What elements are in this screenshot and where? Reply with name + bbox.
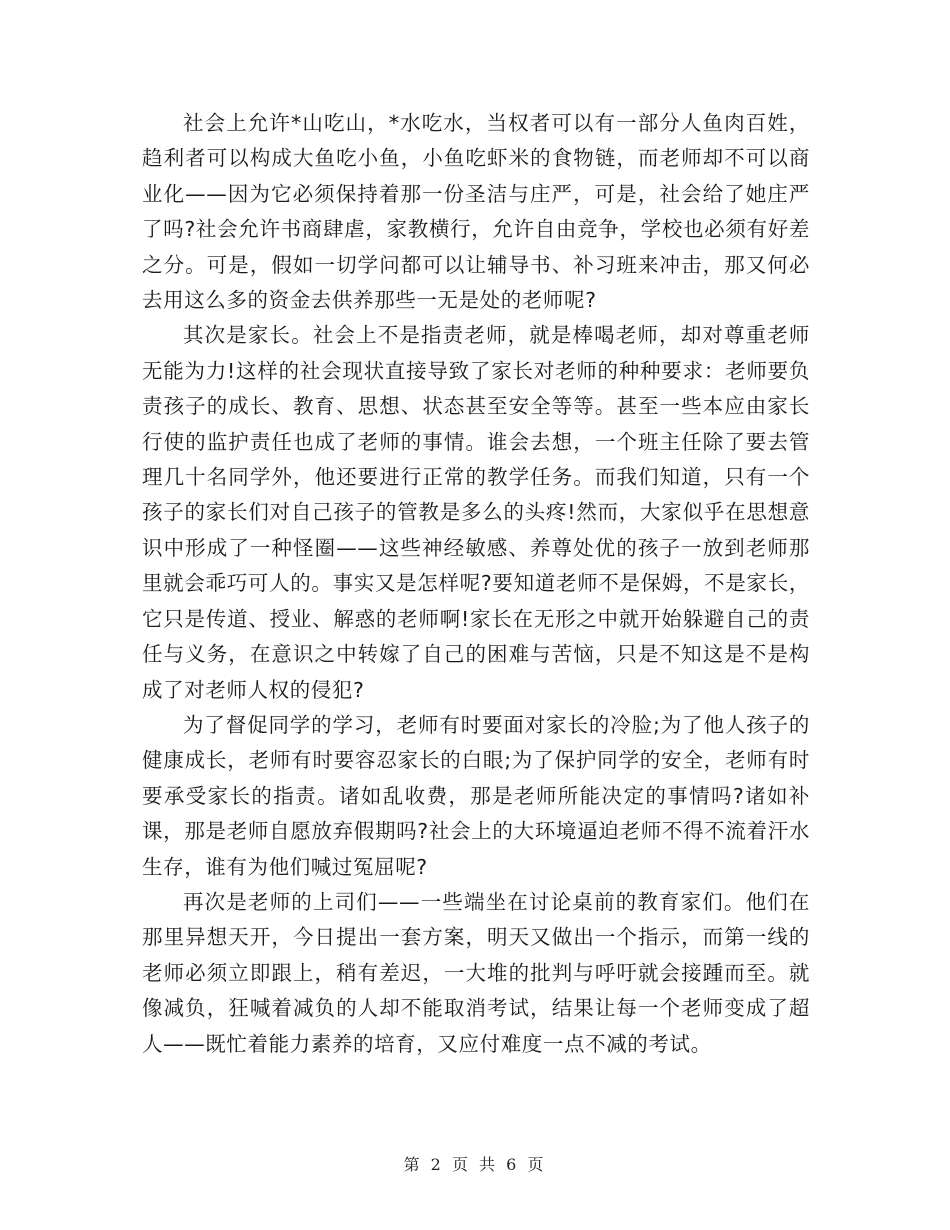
page-number-label: 第 2 页 共 6 页 (403, 1155, 547, 1174)
document-body (142, 106, 810, 1062)
page-footer (0, 1152, 950, 1175)
paragraph: 其次是家长。社会上不是指责老师，就是棒喝老师，却对尊重老师无能为力!这样的社会现状直接导致了家长对老师的种种要求：老师要负责孩子的成长、教育、思想、状态甚至安全等等。甚至一些本应由家长行使的监护责任也成了老师的事情。谁会去想，一个班主任除了要去管理几十名同学外，他还要进行正常的教学任务。而我们知道，只有一个孩子的家长们对自己孩子的管教是多么的头疼!然而，大家似乎在思想意识中形成了一种怪圈——这些神经敏感、养尊处优的孩子一放到老师那里就会乖巧可人的。事实又是怎样呢?要知道老师不是保姆，不是家长，它只是传道、授业、解惑的老师啊!家长在无形之中就开始躲避自己的责任与义务，在意识之中转嫁了自己的困难与苦恼，只是不知这是不是构成了对老师人权的侵犯? (142, 323, 810, 702)
paragraph: 社会上允许*山吃山，*水吃水，当权者可以有一部分人鱼肉百姓，趋利者可以构成大鱼吃小鱼，小鱼吃虾米的食物链，而老师却不可以商业化——因为它必须保持着那一份圣洁与庄严，可是，社会给了她庄严了吗?社会允许书商肆虐，家教横行，允许自由竞争，学校也必须有好差之分。可是，假如一切学问都可以让辅导书、补习班来冲击，那又何必去用这么多的资金去供养那些一无是处的老师呢? (142, 111, 810, 313)
paragraph: 再次是老师的上司们——一些端坐在讨论桌前的教育家们。他们在那里异想天开，今日提出一套方案，明天又做出一个指示，而第一线的老师必须立即跟上，稍有差迟，一大堆的批判与呼吁就会接踵而至。就像减负，狂喊着减负的人却不能取消考试，结果让每一个老师变成了超人——既忙着能力素养的培育，又应付难度一点不减的考试。 (142, 889, 810, 1056)
paragraph: 为了督促同学的学习，老师有时要面对家长的冷脸;为了他人孩子的健康成长，老师有时要容忍家长的白眼;为了保护同学的安全，老师有时要承受家长的指责。诸如乱收费，那是老师所能决定的事情吗?诸如补课，那是老师自愿放弃假期吗?社会上的大环境逼迫老师不得不流着汗水生存，谁有为他们喊过冤屈呢? (142, 712, 810, 879)
